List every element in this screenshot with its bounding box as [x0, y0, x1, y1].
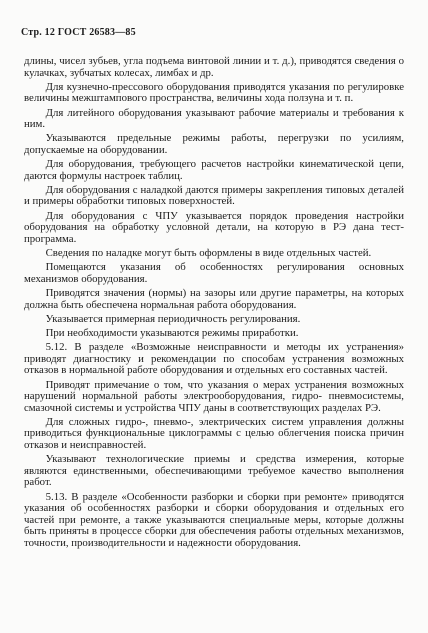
paragraph: Приводятся значения (нормы) на зазоры или другие параметры, на которых должна быть обеспечена нормальная работа оборудования. — [24, 287, 404, 311]
paragraph: Для оборудования с ЧПУ указывается порядок проведения настройки оборудования на обработку условной детали, на которую в РЭ дана тест-программа. — [24, 209, 404, 245]
paragraph: Приводят примечание о том, что указания о мерах устранения возможных нарушений нормальной работы электрооборудования, гидро- пневмосистемы, смазочной системы и устройства ЧПУ даны в соответствующих разделах РЭ. — [24, 378, 404, 414]
paragraph: Для оборудования, требующего расчетов настройки кинематической цепи, даются формулы настроек таблиц. — [24, 158, 404, 182]
section-paragraph-5-13: 5.13. В разделе «Особенности разборки и сборки при ремонте» приводятся указания об особенностях разборки и сборки оборудования и отдельных его частей при ремонте, а также указываются специальные меры, которые должны быть приняты в процессе сборки для обеспечения работы отдельных механизмов, точности, производительности и надежности оборудования. — [24, 490, 404, 549]
document-body — [24, 56, 404, 552]
paragraph: Помещаются указания об особенностях регулирования основных механизмов оборудования. — [24, 261, 404, 285]
section-paragraph-5-12: 5.12. В разделе «Возможные неисправности и методы их устранения» приводят диагностику и рекомендации по способам устранения возможных отказов в нормальной работе оборудования и отдельных его составных частей. — [24, 341, 404, 377]
paragraph: Указывается примерная периодичность регулирования. — [45, 312, 301, 325]
paragraph: Указываются предельные режимы работы, перегрузки по усилиям, допускаемые на оборудовании. — [24, 132, 404, 156]
paragraph: Для кузнечно-прессового оборудования приводятся указания по регулировке величины межштампового пространства, величины хода ползуна и т. п. — [24, 80, 404, 105]
paragraph: длины, чисел зубьев, угла подъема винтовой линии и т. д.), приводятся сведения о кулачках, зубчатых колесах, лимбах и др. — [24, 55, 404, 79]
paragraph: При необходимости указываются режимы приработки. — [45, 327, 299, 340]
page-header: Стр. 12 ГОСТ 26583—85 — [21, 27, 136, 38]
paragraph: Указывают технологические приемы и средства измерения, которые являются единственными, обеспечивающими требуемое качество выполнения работ. — [24, 453, 404, 489]
paragraph: Для оборудования с наладкой даются примеры закрепления типовых деталей и примеры обработки типовых поверхностей. — [24, 183, 404, 208]
paragraph: Для литейного оборудования указывают рабочие материалы и требования к ним. — [24, 106, 404, 131]
paragraph: Для сложных гидро-, пневмо-, электрических систем управления должны приводиться функциональные циклограммы с целью облегчения поиска причин отказов и неисправностей. — [24, 415, 404, 452]
paragraph: Сведения по наладке могут быть оформлены в виде отдельных частей. — [45, 247, 372, 260]
